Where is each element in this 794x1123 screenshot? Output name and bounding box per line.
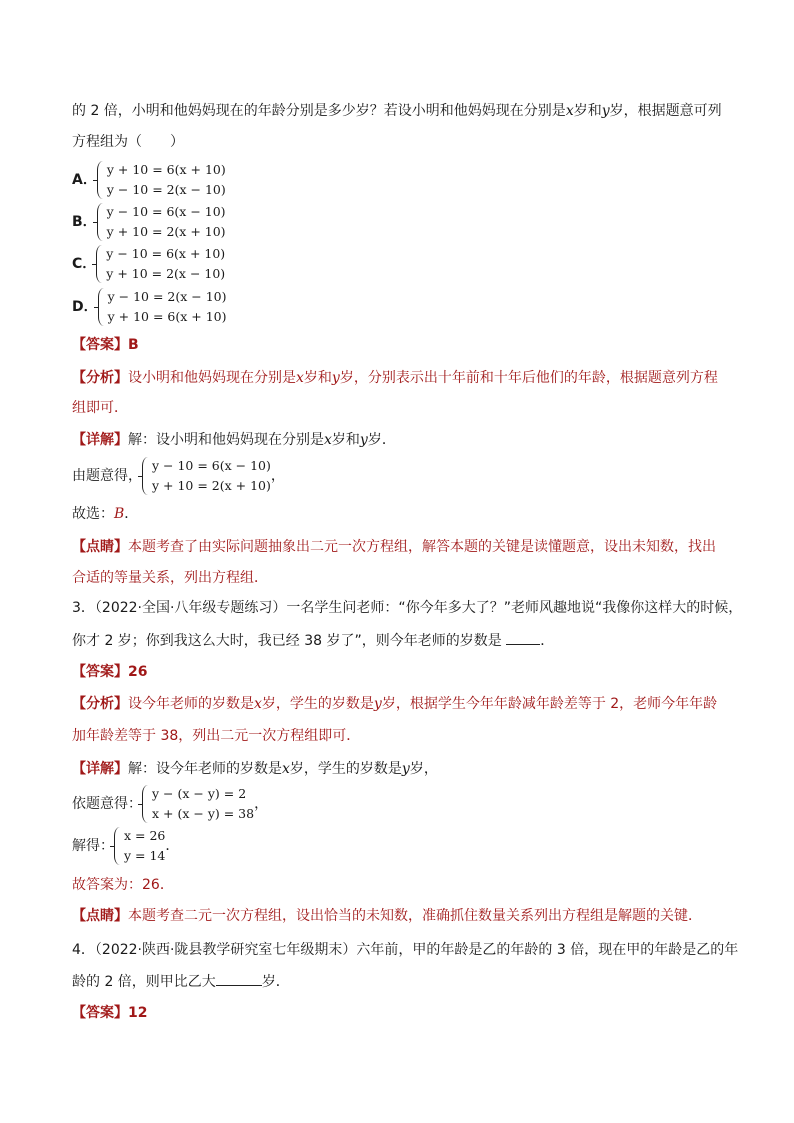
equation: y − 10 = 6(x + 10) [106,246,226,261]
detail-text: 解：设今年老师的岁数是 [128,761,282,777]
option-label: B． [72,214,97,230]
equation-system [114,826,165,866]
equation-system [97,160,226,200]
var-y: y [359,432,368,448]
q2-choose [72,504,138,524]
q3-stem-line-2 [72,630,554,651]
equation: y = 14 [124,848,166,863]
review-text: 本题考查二元一次方程组，设出恰当的未知数，准确抓住数量关系列出方程组是解题的关键． [128,908,702,924]
punctuation: ， [254,796,269,812]
equation: y + 10 = 2(x + 10) [152,478,271,493]
q2-review-line-2 [72,568,268,588]
analysis-tag: 【分析】 [72,696,128,712]
detail-text: 岁． [367,432,396,448]
q2-option-c [72,244,225,284]
analysis-text: 设小明和他妈妈现在分别是 [128,370,296,386]
equation-system [98,287,227,327]
review-tag: 【点睛】 [72,908,128,924]
q2-option-d [72,287,227,327]
option-label: A． [72,172,97,188]
q3-stem-line-1 [72,598,742,618]
detail-text: 解：设小明和他妈妈现在分别是 [128,432,324,448]
detail-text: 由题意得， [72,468,142,484]
detail-text: 岁， [409,761,438,777]
q4-stem-line-2 [72,971,290,992]
review-text: 本题考查了由实际问题抽象出二元一次方程组，解答本题的关键是读懂题意，设出未知数，找出 [128,539,716,555]
review-tag: 【点睛】 [72,539,128,555]
equation: y − 10 = 6(x − 10) [152,458,271,473]
detail-text: 岁和 [331,432,360,448]
q2-analysis-line-2 [72,398,128,418]
analysis-text: 组即可． [72,400,128,416]
equation-system [142,456,271,496]
q3-answer [72,662,147,682]
detail-tag: 【详解】 [72,432,128,448]
choose-value: B [114,506,125,522]
q3-review [72,906,702,926]
equation: y − 10 = 2(x − 10) [107,289,227,304]
analysis-text: 加年龄差等于 38，列出二元一次方程组即可． [72,728,361,744]
q2-review-line-1 [72,537,716,557]
var-x: x [254,696,262,712]
q4-stem-text: 4．（2022·陕西·陇县教学研究室七年级期末）六年前，甲的年龄是乙的年龄的 3 倍，现在甲的年龄是乙的年 [72,942,739,958]
detail-tag: 【详解】 [72,761,128,777]
q4-stem-text: 岁． [261,974,290,990]
analysis-text: 岁，根据学生今年年龄减年龄差等于 2，老师今年年龄 [381,696,718,712]
answer-value: B [128,337,139,353]
q2-stem-text: 方程组为（ ） [72,134,184,150]
answer-blank [216,971,262,986]
option-label: D． [72,299,98,315]
punctuation: ， [270,468,285,484]
var-y: y [401,761,410,777]
equation: y + 10 = 6(x + 10) [107,309,227,324]
punctuation: ． [124,506,139,522]
q2-option-a [72,160,226,200]
analysis-text: 岁和 [303,370,332,386]
q4-stem-text: 龄的 2 倍，则甲比乙大 [72,974,216,990]
q3-stem-text: 你才 2 岁；你到我这么大时，我已经 38 岁了”，则今年老师的岁数是 [72,633,502,649]
var-x: x [565,103,574,119]
q3-solve [72,826,179,866]
q2-stem-text: 的 2 倍，小明和他妈妈现在的年龄分别是多少岁？若设小明和他妈妈现在分别是 [72,103,566,119]
q2-analysis-line-1 [72,368,718,388]
equation-system [96,244,225,284]
answer-tag: 【答案】 [72,1005,128,1021]
q3-analysis-line-2 [72,726,360,746]
q2-detail-line-1 [72,430,396,450]
equation: x + (x − y) = 38 [152,806,255,821]
q4-answer [72,1003,147,1023]
q2-answer [72,335,139,355]
answer-blank [506,630,540,645]
q2-stem-text: 岁和 [573,103,602,119]
punctuation: ． [540,633,555,649]
analysis-text: 设今年老师的岁数是 [128,696,254,712]
answer-value: 26 [128,664,148,680]
answer-value: 12 [128,1005,148,1021]
analysis-text: 岁，学生的岁数是 [261,696,374,712]
equation: y + 10 = 6(x + 10) [106,162,226,177]
equation: y + 10 = 2(x + 10) [106,224,226,239]
var-x: x [282,761,290,777]
analysis-text: 岁，分别表示出十年前和十年后他们的年龄，根据题意列方程 [339,370,718,386]
equation-system [97,202,226,242]
q3-final [72,875,174,895]
q3-stem-text: 3．（2022·全国·八年级专题练习）一名学生问老师：“你今年多大了？”老师风趣地说“我像你这样大的时候， [72,600,743,616]
var-x: x [296,370,304,386]
detail-text: 依题意得： [72,796,142,812]
equation: y − 10 = 2(x − 10) [106,182,226,197]
option-label: C． [72,256,97,272]
q2-stem-line-2 [72,132,184,152]
answer-tag: 【答案】 [72,337,128,353]
var-y: y [373,696,382,712]
q3-analysis-line-1 [72,694,717,714]
var-y: y [331,370,340,386]
q2-stem-text: 岁，根据题意可列 [609,103,722,119]
q3-detail-line-1 [72,759,438,779]
detail-text: 岁，学生的岁数是 [289,761,402,777]
equation: y − (x − y) = 2 [152,786,247,801]
punctuation: ． [165,838,180,854]
answer-tag: 【答案】 [72,664,128,680]
choose-text: 故选： [72,506,114,522]
equation-system [142,784,254,824]
equation: x = 26 [124,828,166,843]
q2-detail-line-2 [72,456,285,496]
equation: y + 10 = 2(x − 10) [106,266,226,281]
var-x: x [324,432,332,448]
final-text: 故答案为：26． [72,877,174,893]
q2-option-b [72,202,226,242]
analysis-tag: 【分析】 [72,370,128,386]
q2-stem-line-1 [72,101,722,121]
q3-detail-line-2 [72,784,268,824]
review-text: 合适的等量关系，列出方程组． [72,570,268,586]
var-y: y [601,103,610,119]
q4-stem-line-1 [72,940,738,960]
solve-text: 解得： [72,838,114,854]
equation: y − 10 = 6(x − 10) [106,204,226,219]
